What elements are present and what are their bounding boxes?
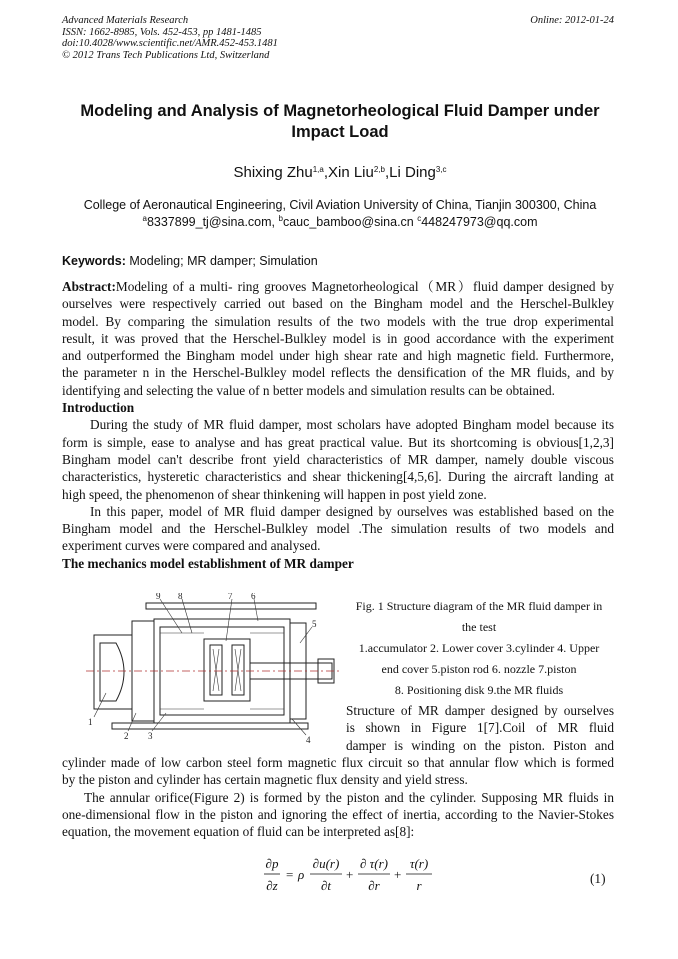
equation-1: [262, 852, 442, 898]
section-mechanics-body: cylinder made of low carbon steel form magnetic flux circuit so that annular flow which is formed by the piston and cylinder has certain magnetic flux density and yield stress. The annular orifice(Figure 2) is formed by the piston and the cylinder. Supposing MR fluids in one-dimensional flow in the piston and ignoring the effect of inertia, according to the Navier-Stokes equation, the movement equation of fluid can be interpreted as[8]:: [62, 755, 614, 840]
authors: Shixing Zhu$^{1,a}$,Xin Liu$^{2,b}$,Li Ding$^{3,c}$: [233, 164, 447, 181]
damper-structure-figure: [86, 593, 346, 743]
abstract-label: Abstract:: [62, 279, 116, 294]
title-line-2: Impact Load: [291, 123, 389, 141]
accumulator-dome: [100, 643, 124, 701]
author-2-sup: 2,b: [373, 165, 385, 174]
svg-text:∂u(r): ∂u(r): [312, 856, 340, 871]
affiliation: College of Aeronautical Engineering, Civil Aviation University of China, Tianjin 300300, China: [83, 198, 597, 212]
svg-text:∂ τ(r): ∂ τ(r): [359, 856, 389, 871]
svg-text:+: +: [394, 867, 402, 882]
svg-text:=: =: [286, 867, 294, 882]
section-mechanics-heading: The mechanics model establishment of MR damper: [62, 555, 354, 571]
emails: $^a$8337899_tj@sina.com, $^b$cauc_bamboo@sina.cn $^c$448247973@qq.com: [142, 214, 538, 229]
journal-name: Advanced Materials Research: [62, 15, 189, 26]
keywords-label: Keywords:: [62, 254, 126, 268]
figure-label-1: 1: [88, 717, 93, 727]
figure-label-4: 4: [306, 735, 311, 743]
figure-1-caption: Fig. 1 Structure diagram of the MR fluid damper in the test 1.accumulator 2. Lower cover 3.cylinder 4. Upper end cover 5.piston rod 6. nozzle 7.piston 8. Positioning disk 9.the MR fluids: [355, 599, 603, 697]
email-b: cauc_bamboo@sina.cn: [282, 215, 418, 229]
svg-text:∂t: ∂t: [320, 878, 332, 893]
figure-label-9: 9: [156, 593, 161, 601]
svg-text:r: r: [416, 878, 422, 893]
issn: ISSN: 1662-8985, Vols. 452-453, pp 1481-1485: [62, 26, 262, 38]
svg-text:∂r: ∂r: [368, 878, 380, 893]
figure-label-3: 3: [148, 731, 153, 741]
figure-label-6: 6: [251, 593, 256, 601]
figure-wrap-text: Structure of MR damper designed by ourselves is shown in Figure 1[7].Coil of MR fluid damper is winding on the piston. Piston and: [346, 703, 614, 753]
keywords: [62, 254, 318, 268]
figure-label-5: 5: [312, 619, 317, 629]
svg-text:+: +: [346, 867, 354, 882]
keywords-text: Modeling; MR damper; Simulation: [129, 254, 318, 268]
copyright: © 2012 Trans Tech Publications Ltd, Switzerland: [62, 49, 270, 61]
online-date: Online: 2012-01-24: [530, 15, 614, 26]
email-a: 8337899_tj@sina.com,: [146, 215, 279, 229]
introduction-heading: Introduction: [62, 400, 135, 416]
abstract: Abstract:Modeling of a multi- ring grooves Magnetorheological（MR）fluid damper designed by ourselves were respectively carried out based on the Bingham model and the Herschel-Bulkley model. By comparing the simulation results of the two models with the true drop experimental result, it was proved that the Herschel-Bulkley model is in good accordance with the experiment and outperformed the Bingham model under high shear rate and high magnetic field. Furthermore, the parameter n in the Herschel-Bulkley model reflects the densification of the MR fluids, and by identifying and selecting the value of n better models and simulation results can be obtained. Introduction During the study of MR fluid damper, most scholars have adopted Bingham model because its form is simple, ease to analyse and has great practical value. But its shortcoming is obvious[1,2,3] Bingham model can't describe front yield characteristics of MR damper, namely double viscous characteristics, hysteretic characteristics and shear thickening[4,5,6]. During the aircraft landing at high speed, the phenomenon of shear thinkening will happen in post yield zone. In this paper, model of MR fluid damper designed by ourselves was established based on the Bingham model and the Herschel-Bulkley model .The simulation results of two models and experiment curves were compared and analysed. The mechanics model establishment of MR damper: [62, 279, 614, 571]
author-1-sup: 1,a: [312, 165, 324, 174]
doi: doi:10.4028/www.scientific.net/AMR.452-453.1481: [62, 38, 278, 49]
figure-label-7: 7: [228, 593, 233, 601]
author-1: Shixing Zhu: [233, 164, 313, 181]
email-c: 448247973@qq.com: [421, 215, 538, 229]
author-3-sup: 3,c: [435, 165, 447, 174]
svg-text:ρ: ρ: [298, 867, 305, 882]
tie-bolt-bottom: [112, 723, 308, 729]
title-line-1: Modeling and Analysis of Magnetorheological Fluid Damper under: [80, 102, 600, 120]
figure-label-8: 8: [178, 593, 183, 601]
author-2: Xin Liu: [327, 164, 374, 181]
svg-text:τ(r): τ(r): [409, 856, 429, 871]
journal-header: [62, 15, 278, 61]
equation-number: (1): [590, 871, 606, 886]
svg-text:∂z: ∂z: [266, 878, 278, 893]
piston: [204, 639, 250, 701]
svg-text:∂p: ∂p: [265, 856, 279, 871]
author-3: Li Ding: [389, 164, 436, 181]
paper-title: [60, 101, 620, 143]
figure-label-2: 2: [124, 731, 129, 741]
